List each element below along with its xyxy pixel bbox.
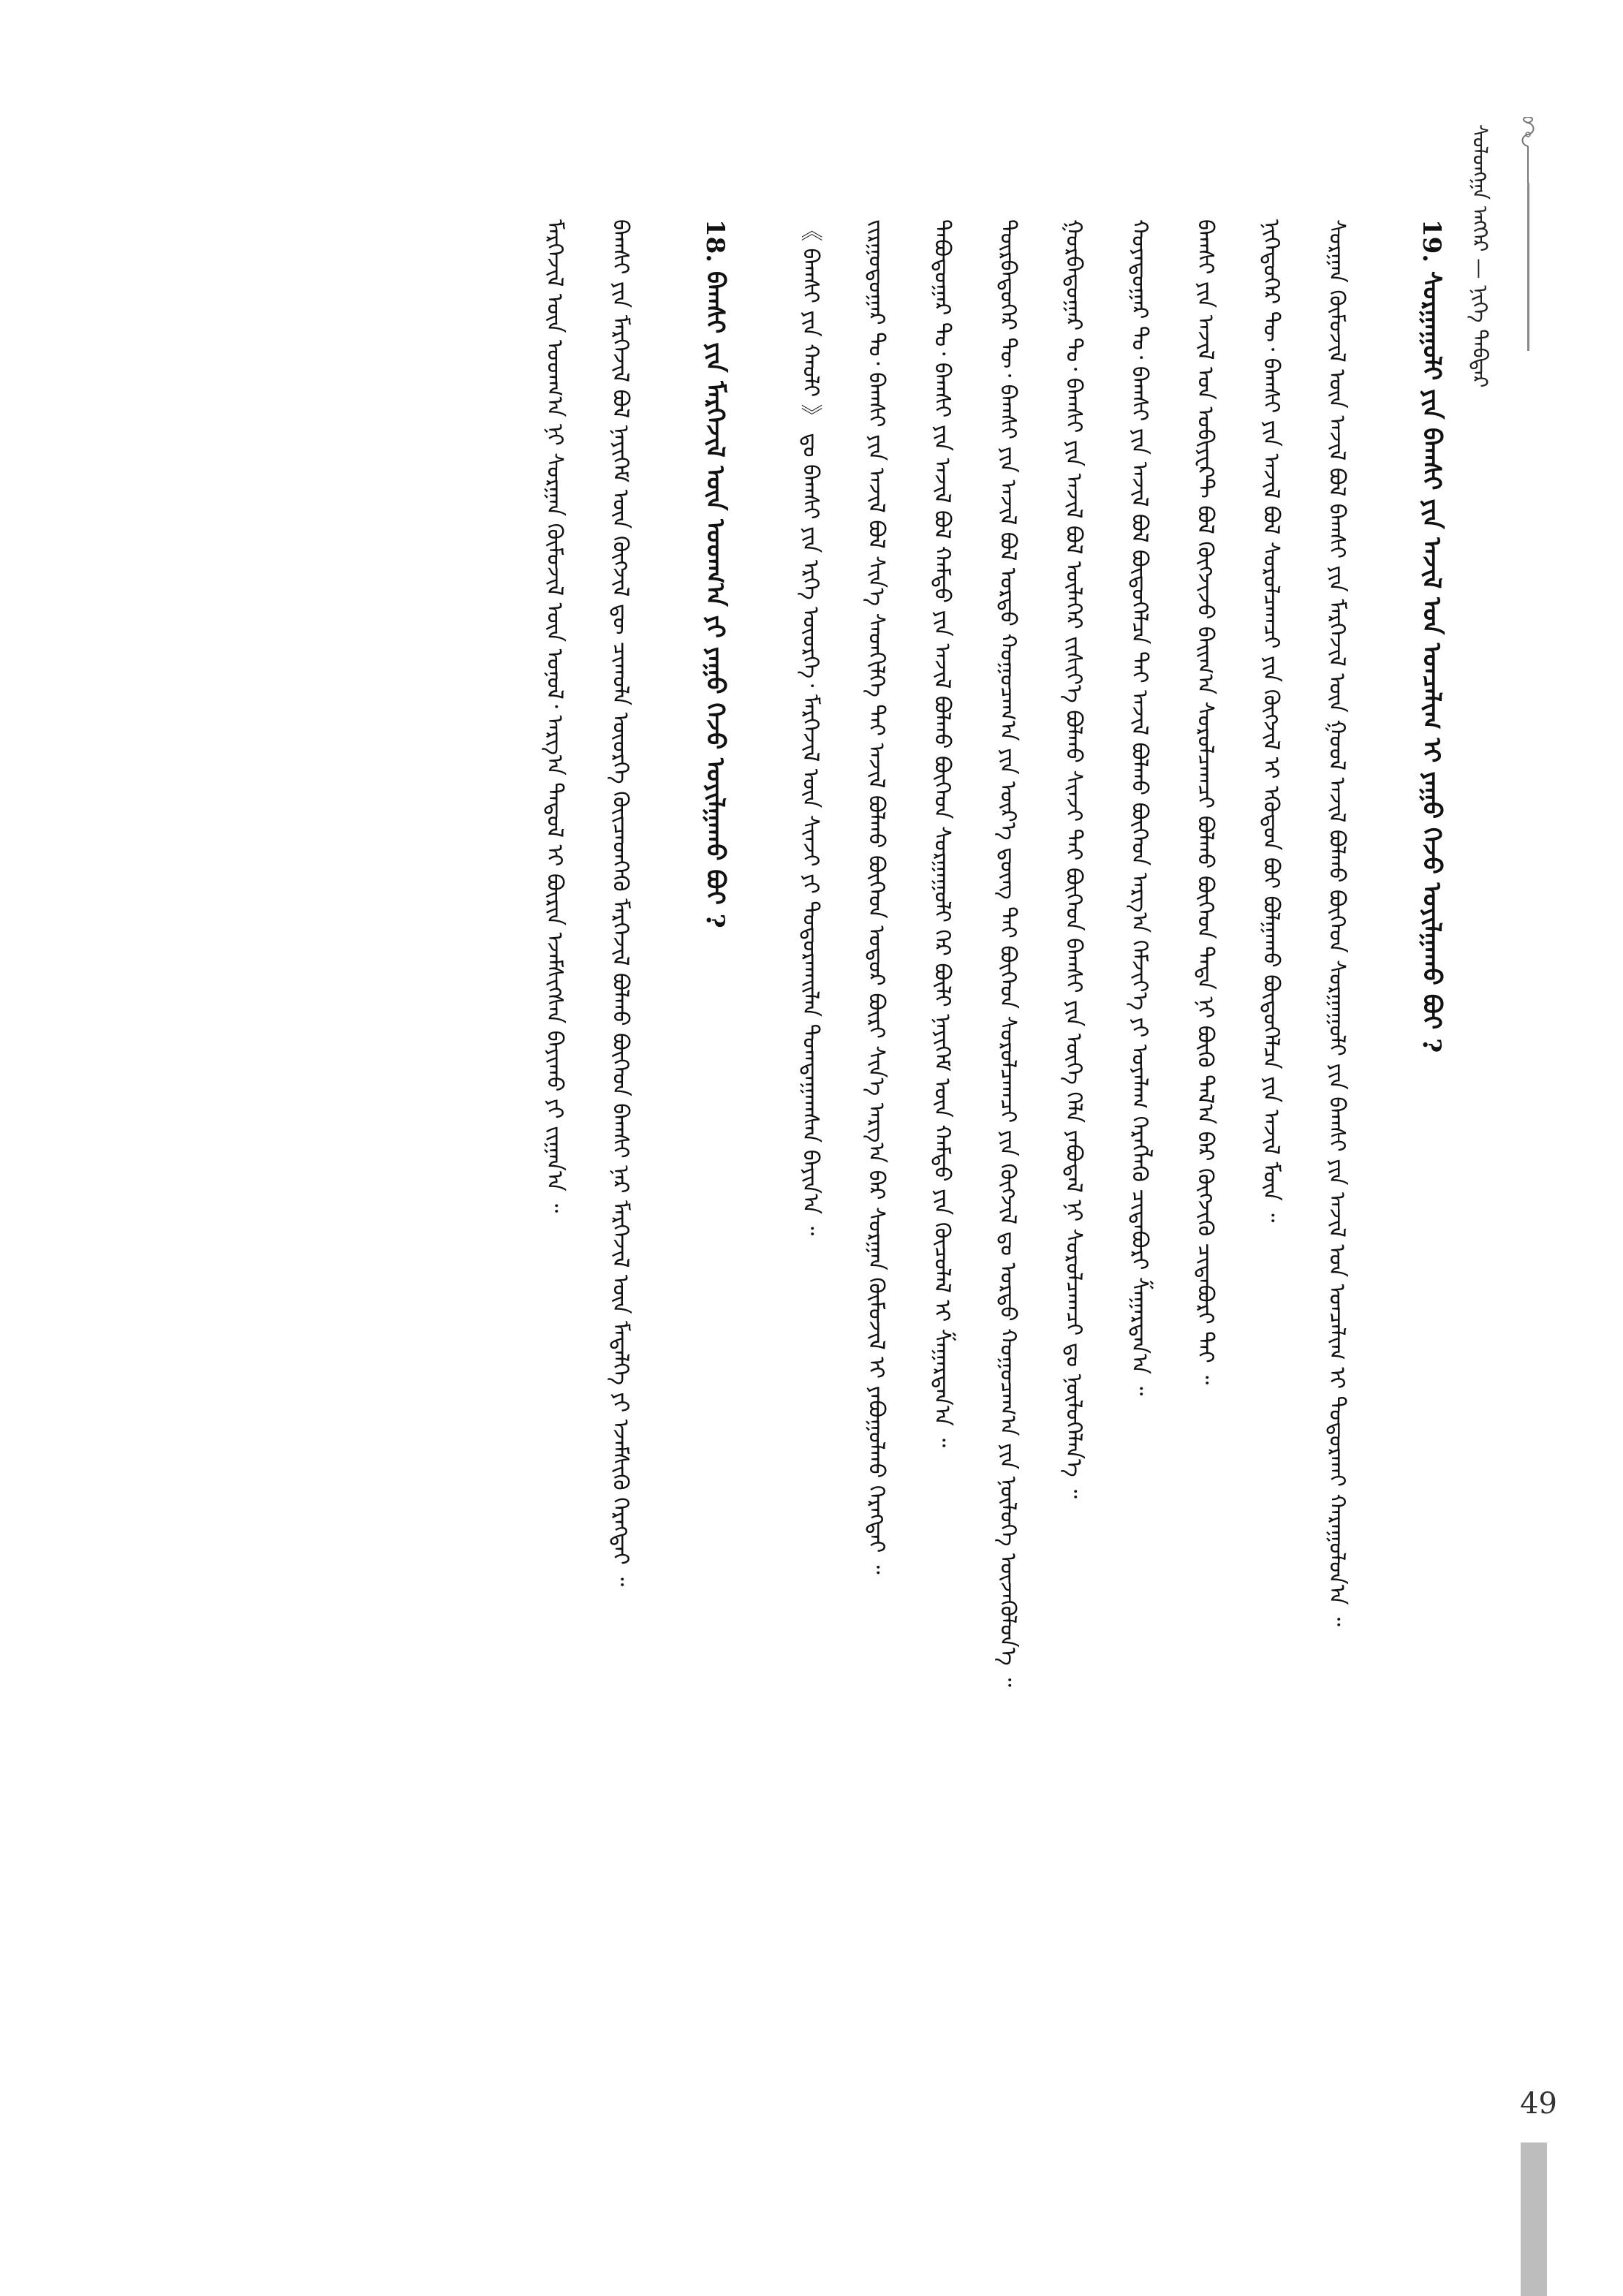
page-number: 49	[1520, 2087, 1557, 2121]
paragraph-line: ᠭᠤᠷᠪᠠᠳᠤᠭᠠᠷ ᠲᠤ᠂ ᠪᠠᠭᠰᠢ ᠶᠢᠨ ᠠᠵᠢᠯ ᠪᠣᠯ ᠦᠯᠡᠭᠡᠷ ᠵᠢᠱᠢᠶ᠎ᠡ ᠪᠣᠯᠬᠤ ᠰᠢᠨᠵᠢ ᠲᠠᠢ ᠪᠥᠭᠡᠳ ᠪᠠᠭᠰᠢ ᠶᠢᠨ ᠦᠭᠡ ᠬᠡᠯᠡ ᠶᠠᠪᠤᠳᠠᠯ ᠨᠢ ᠰᠤᠷᠤᠯᠴᠠᠭᠴᠢ ᠳᠤ ᠨᠥᠯᠦᠭᠡᠯᠡᠨ᠎ᠡ ᠃	[1061, 219, 1086, 1499]
paragraph-line: ᠲᠠᠪᠤᠳᠤᠭᠠᠷ ᠲᠤ᠂ ᠪᠠᠭᠰᠢ ᠶᠢᠨ ᠠᠵᠢᠯ ᠪᠣᠯ ᠬᠠᠮᠲᠤ ᠶᠢᠨ ᠠᠵᠢᠯ ᠪᠣᠯᠬᠤ ᠪᠥᠭᠡᠳ ᠰᠤᠷᠭᠠᠭᠤᠯᠢ ᠭᠡᠷ ᠪᠦᠯᠢ ᠨᠡᠶᠢᠭᠡᠮ ᠦᠨ ᠬᠠᠮᠲᠤ ᠶᠢᠨ ᠬᠦᠴᠦᠯᠡᠯ ᠢ ᠱᠠᠭᠠᠷᠳᠠᠨ᠎ᠠ ᠃	[929, 219, 955, 1447]
paragraph-line: ᠪᠠᠭᠰᠢ ᠶᠢᠨ ᠮᠡᠷᠭᠡᠵᠢᠯ ᠪᠣᠯ ᠨᠡᠶᠢᠭᠡᠮ ᠦᠨ ᠬᠥᠭᠵᠢᠯ ᠳᠦ ᠴᠢᠬᠤᠯᠠ ᠦᠦᠷᠭᠡ ᠭᠦᠢᠴᠡᠳᠬᠡᠬᠦ ᠮᠡᠷᠭᠡᠵᠢᠯ ᠪᠣᠯᠬᠤ ᠪᠥᠭᠡᠳ ᠪᠠᠭᠰᠢ ᠨᠠᠷ ᠮᠡᠷᠭᠡᠵᠢᠯ ᠦᠨ ᠮᠡᠳᠡᠯᠭᠡ ᠶᠢ ᠡᠵᠡᠮᠰᠢᠬᠦ ᠬᠡᠷᠡᠭᠲᠡᠢ ᠃	[608, 219, 633, 1587]
header-rule	[1527, 183, 1529, 351]
paragraph-line: ᠰᠤᠷᠭᠠᠨ ᠬᠦᠮᠦᠵᠢᠯ ᠦᠨ ᠠᠵᠢᠯ ᠪᠣᠯ ᠪᠠᠭᠰᠢ ᠶᠢᠨ ᠮᠡᠷᠭᠡᠵᠢᠯ ᠦᠨ ᠭᠣᠣᠯ ᠠᠵᠢᠯ ᠪᠣᠯᠬᠤ ᠪᠥᠭᠡᠳ ᠰᠤᠷᠭᠠᠭᠤᠯᠢ ᠶᠢᠨ ᠪᠠᠭᠰᠢ ᠶᠢᠨ ᠠᠵᠢᠯ ᠤᠨ ᠣᠨᠴᠠᠯᠢᠭ ᠢ ᠲᠣᠳᠣᠷᠬᠠᠢ ᠬᠠᠷᠠᠭᠤᠯᠤᠨ᠎ᠠ ᠃	[1324, 219, 1350, 1626]
paragraph-line: ᠮᠡᠷᠭᠡᠵᠢᠯ ᠦᠨ ᠤᠳᠬ᠎ᠠ ᠨᠢ ᠰᠤᠷᠭᠠᠨ ᠬᠦᠮᠦᠵᠢᠯ ᠦᠨ ᠣᠨᠣᠯ᠂ ᠠᠷᠭ᠎ᠠ ᠳᠠᠳᠤᠯ ᠢ ᠪᠦᠷᠢᠨ ᠡᠵᠡᠮᠰᠢᠭᠰᠡᠨ ᠪᠠᠶᠢᠬᠤ ᠶᠢ ᠵᠢᠭᠠᠨ᠎ᠠ ᠃	[542, 219, 567, 1213]
paragraph-line: ᠵᠢᠷᠭᠤᠳᠤᠭᠠᠷ ᠲᠤ᠂ ᠪᠠᠭᠰᠢ ᠶᠢᠨ ᠠᠵᠢᠯ ᠪᠣᠯ ᠰᠢᠨ᠎ᠡ ᠰᠡᠳᠬᠢᠯᠭᠡ ᠲᠠᠢ ᠠᠵᠢᠯ ᠪᠣᠯᠬᠤ ᠪᠥᠭᠡᠳ ᠤᠳᠤᠷ ᠪᠦᠷᠢ ᠰᠢᠨ᠎ᠡ ᠠᠷᠭ᠎ᠠ ᠪᠠᠷ ᠰᠤᠷᠭᠠᠨ ᠬᠦᠮᠦᠵᠢᠯ ᠢ ᠶᠠᠪᠤᠭᠤᠯᠬᠤ ᠬᠡᠷᠡᠭᠲᠡᠢ ᠃	[863, 219, 889, 1575]
thumb-tab	[1521, 2142, 1547, 2296]
paragraph-line: 《 ᠪᠠᠭᠰᠢ ᠶᠢᠨ ᠬᠠᠤᠯᠢ 》 ᠳᠤ ᠪᠠᠭᠰᠢ ᠶᠢᠨ ᠡᠷᠬᠡ ᠦᠦᠷᠭᠡ᠂ ᠮᠡᠷᠭᠡᠵᠢᠯ ᠦᠨ ᠰᠢᠨᠵᠢ ᠶᠢ ᠲᠣᠳᠣᠷᠬᠠᠢᠯᠠᠨ ᠲᠣᠭᠲᠠᠭᠠᠭᠰᠠᠨ ᠪᠠᠶᠢᠨ᠎ᠠ ᠃	[798, 219, 823, 1236]
running-header	[1462, 124, 1506, 1586]
paragraph-line: ᠪᠠᠭᠰᠢ ᠶᠢᠨ ᠠᠵᠢᠯ ᠤᠨ ᠣᠪᠢᠶᠧᠺᠲ ᠪᠣᠯ ᠬᠥᠭᠵᠢᠵᠦ ᠪᠠᠢᠭ᠎ᠠ ᠰᠤᠷᠤᠯᠴᠠᠭᠴᠢ ᠪᠣᠯᠬᠤ ᠪᠥᠭᠡᠳ ᠲᠡᠳᠡ ᠨᠢ ᠪᠦᠬᠦ ᠲᠠᠯ᠎ᠠ ᠪᠠᠷ ᠬᠥᠭᠵᠢᠬᠦ ᠴᠢᠳᠠᠪᠤᠷᠢ ᠲᠠᠢ ᠃	[1192, 219, 1218, 1385]
paragraph-line: ᠨᠢᠭᠡᠳᠦᠭᠡᠷ ᠲᠦ᠂ ᠪᠠᠭᠰᠢ ᠶᠢᠨ ᠠᠵᠢᠯ ᠪᠣᠯ ᠰᠤᠷᠤᠯᠴᠠᠭᠴᠢ ᠶᠢᠨ ᠬᠥᠭᠵᠢᠯ ᠢ ᠡᠭᠦᠳᠦᠨ ᠪᠣᠢ ᠪᠣᠯᠭᠠᠬᠤ ᠪᠦᠲᠦᠭᠡᠯᠴᠡ ᠶᠢᠨ ᠠᠵᠢᠯ ᠮᠥᠨ ᠃	[1258, 219, 1284, 1223]
paragraph-line: ᠳᠥᠷᠪᠡᠳᠦᠭᠡᠷ ᠲᠦ᠂ ᠪᠠᠭᠰᠢ ᠶᠢᠨ ᠠᠵᠢᠯ ᠪᠣᠯ ᠤᠷᠲᠤ ᠬᠤᠭᠤᠴᠠᠭ᠎ᠠ ᠶᠢᠨ ᠦᠷ᠎ᠡ ᠳ᠋ᠦᠩ ᠲᠠᠢ ᠪᠥᠭᠡᠳ ᠰᠤᠷᠤᠯᠴᠠᠭᠴᠢ ᠶᠢᠨ ᠬᠥᠭᠵᠢᠯ ᠳᠤ ᠤᠷᠲᠤ ᠬᠤᠭᠤᠴᠠᠭ᠎ᠠ ᠶᠢᠨ ᠨᠥᠯᠦᠭᠡ ᠦᠵᠡᠭᠦᠯᠦᠨ᠎ᠡ ᠃	[995, 219, 1021, 1687]
running-header-title: ᠰᠣᠯᠣᠩᠭ᠋ᠠ ᠡᠩᠭᠡᠷ — ᠨᠢᠭᠡ ᠳᠡᠪᠲᠡᠷ	[1468, 124, 1492, 388]
scroll-ornament-icon	[1518, 117, 1538, 183]
text-body	[58, 219, 1448, 2193]
section-heading-18: 18. ᠪᠠᠭᠰᠢ ᠶᠢᠨ ᠮᠡᠷᠭᠡᠵᠢᠯ ᠦᠨ ᠤᠳᠬ᠎ᠠ ᠶᠢ ᠶᠠᠭᠤ ᠭᠡᠵᠦ ᠣᠶᠢᠯᠭᠠᠬᠤ ᠪᠤᠢ ?	[700, 219, 730, 928]
section-heading-19: 19. ᠰᠤᠷᠭᠠᠭᠤᠯᠢ ᠶᠢᠨ ᠪᠠᠭᠰᠢ ᠶᠢᠨ ᠠᠵᠢᠯ ᠤᠨ ᠣᠨᠴᠠᠯᠢᠭ ᠢ ᠶᠠᠭᠤ ᠭᠡᠵᠦ ᠣᠶᠢᠯᠭᠠᠬᠤ ᠪᠤᠢ ?	[1417, 219, 1446, 1053]
paragraph-line: ᠬᠣᠶᠠᠳᠤᠭᠠᠷ ᠲᠤ᠂ ᠪᠠᠭᠰᠢ ᠶᠢᠨ ᠠᠵᠢᠯ ᠪᠣᠯ ᠪᠦᠲᠦᠭᠡᠯᠴᠡ ᠲᠠᠢ ᠠᠵᠢᠯ ᠪᠣᠯᠬᠤ ᠪᠥᠭᠡᠳ ᠠᠷᠭ᠎ᠠ ᠬᠡᠮᠵᠢᠶ᠎ᠡ ᠶᠢ ᠤᠶᠠᠯᠠᠭ ᠬᠡᠷᠡᠭᠯᠡᠬᠦ ᠴᠢᠳᠠᠪᠤᠷᠢ ᠱᠠᠭᠠᠷᠳᠠᠨ᠎ᠠ ᠃	[1127, 219, 1152, 1396]
